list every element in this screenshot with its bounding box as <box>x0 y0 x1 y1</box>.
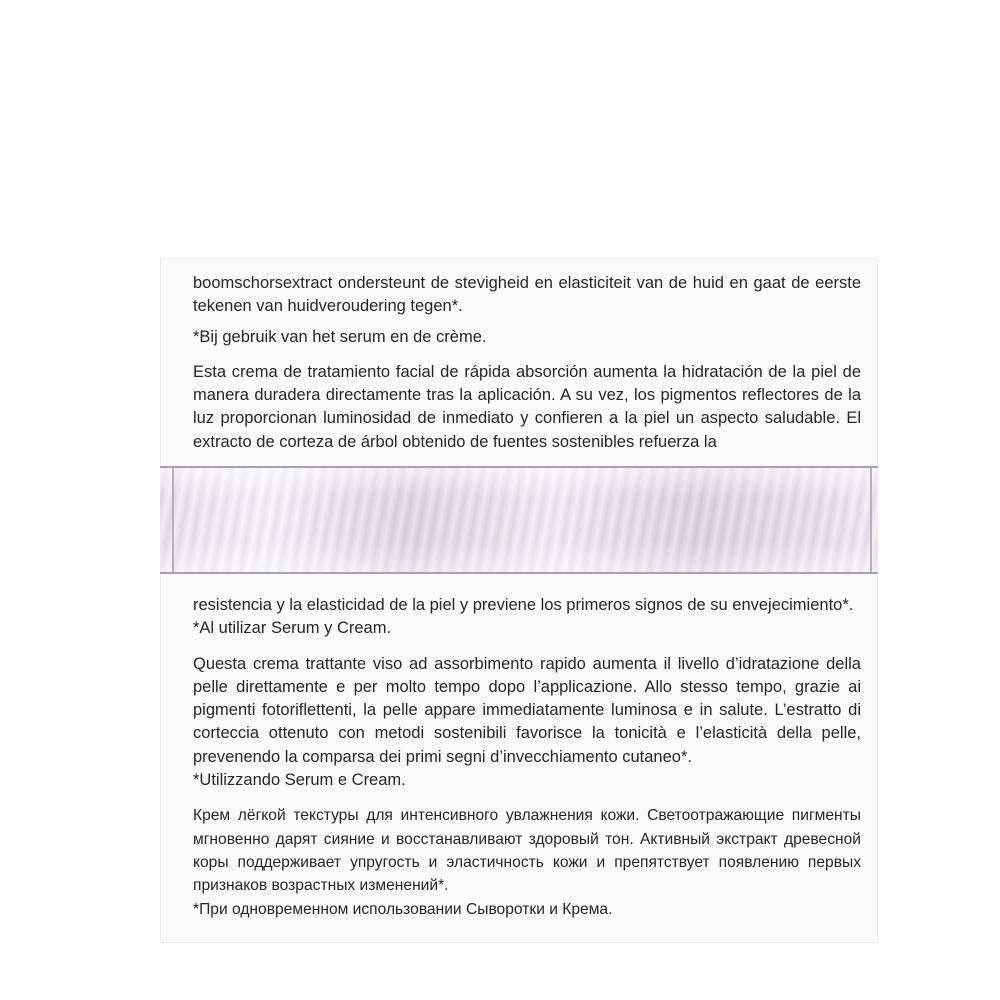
russian-footnote: *При одновременном использовании Сыворотки и Крема. <box>193 900 613 918</box>
dutch-footnote: *Bij gebruik van het serum en de crème. <box>193 327 487 346</box>
band-edge-left <box>172 468 174 572</box>
silver-foil-band <box>160 466 878 574</box>
text-block-bottom <box>193 594 861 928</box>
spanish-footnote: *Al utilizar Serum y Cream. <box>193 619 392 638</box>
spanish-paragraph-continuation: resistencia y la elasticidad de la piel y previene los primeros signos de su envejecimiento*. <box>193 596 854 614</box>
italian-paragraph-text: Questa crema trattante viso ad assorbimento rapido aumenta il livello d’idratazione della pelle direttamente e per molto tempo dopo l’applicazione. Allo stesso tempo, grazie ai pigmenti fotoriflettenti, la pelle appare immediatamente luminosa e in salute. L’estratto di corteccia ottenuto con metodi sostenibili favorisce la tonicità e l’elasticità della pelle, prevenendo la comparsa dei primi segni d’invecchiamento cutaneo*. <box>193 654 861 766</box>
dutch-paragraph-text: boomschorsextract ondersteunt de stevigheid en elasticiteit van de huid en gaat de eerste tekenen van huidveroudering tegen*. <box>193 274 861 316</box>
italian-footnote: *Utilizzando Serum e Cream. <box>193 771 406 790</box>
spanish-paragraph-text: Esta crema de tratamiento facial de rápida absorción aumenta la hidratación de la piel de manera duradera directamente tras la aplicación. A su vez, los pigmentos reflectores de la luz proporcionan luminosidad de inmediato y confieren a la piel un aspecto saludable. El extracto de corteza de árbol obtenido de fuentes sostenibles refuerza la <box>193 362 861 451</box>
text-block-top <box>193 272 861 461</box>
band-edge-right <box>870 468 872 572</box>
russian-paragraph-text: Крем лёгкой текстуры для интенсивного увлажнения кожи. Светоотражающие пигменты мгновенно дарят сияние и восстанавливают здоровый тон. Активный экстракт древесной коры поддерживает упругость и эластичность кожи и препятствует появлению первых признаков возрастных изменений*. <box>193 807 861 895</box>
